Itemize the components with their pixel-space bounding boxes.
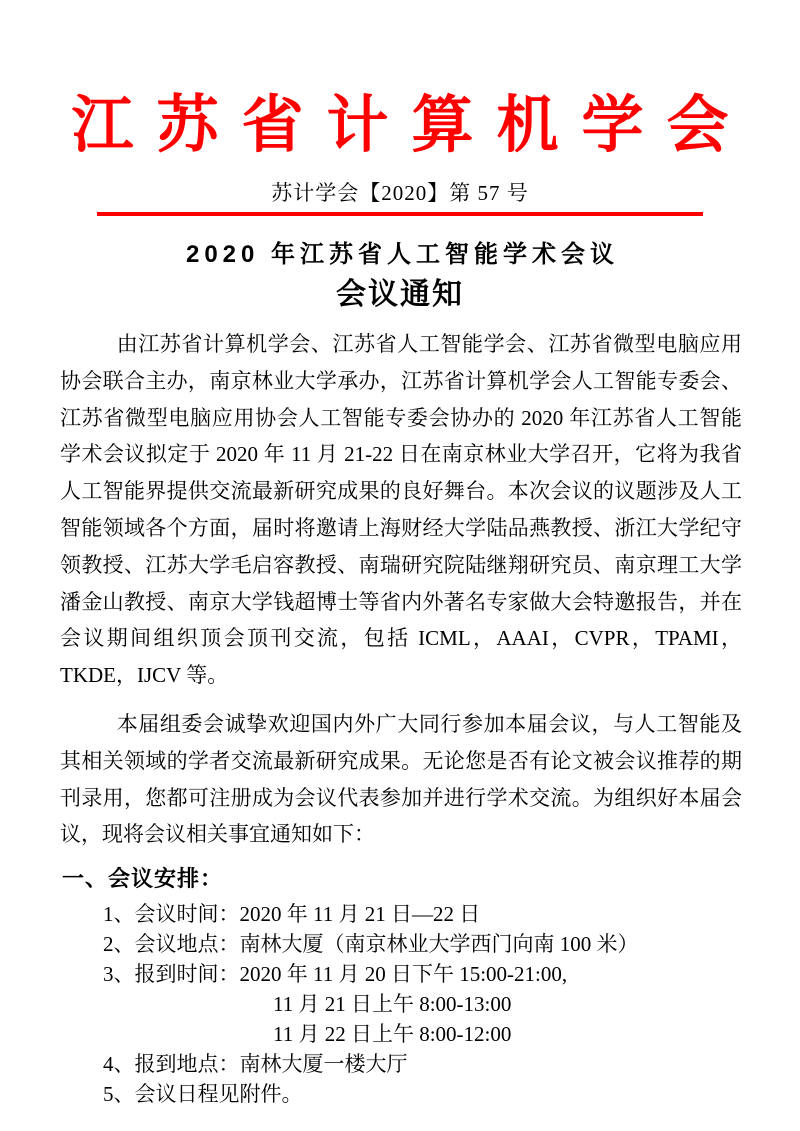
schedule-item-checkin-time-cont-2: 11 月 22 日上午 8:00-12:00	[273, 1022, 512, 1047]
notice-title: 会议通知	[336, 278, 464, 311]
letterhead-org-title: 江苏省计算机学会	[71, 92, 752, 160]
red-divider	[97, 212, 703, 216]
schedule-item-agenda: 5、会议日程见附件。	[103, 1082, 303, 1107]
paragraph-intro: 由江苏省计算机学会、江苏省人工智能学会、江苏省微型电脑应用协会联合主办，南京林业大学承办，江苏省计算机学会人工智能专委会、江苏省微型电脑应用协会人工智能专委会协办的 2020 年江苏省人工智能学术会议拟定于 2020 年 11 月 21-22 日在南京林业大学召开，它将为我省人工智能界提供交流最新研究成果的良好舞台。本次会议的议题涉及人工智能领域各个方面，届时将邀请上海财经大学陆品燕教授、浙江大学纪守领教授、江苏大学毛启容教授、南瑞研究院陆继翔研究员、南京理工大学潘金山教授、南京大学钱超博士等省内外著名专家做大会特邀报告，并在会议期间组织顶会顶刊交流，包括 ICML，AAAI，CVPR，TPAMI，TKDE，IJCV 等。	[60, 332, 742, 688]
schedule-list	[103, 899, 742, 1109]
schedule-item-checkin-time-cont-1: 11 月 21 日上午 8:00-13:00	[273, 992, 512, 1017]
schedule-item-checkin-time: 3、报到时间：2020 年 11 月 20 日下午 15:00-21:00,	[103, 962, 568, 987]
schedule-item-checkin-place: 4、报到地点：南林大厦一楼大厅	[103, 1052, 408, 1077]
document-number: 苏计学会【2020】第 57 号	[271, 181, 529, 205]
body-text-block	[60, 326, 742, 853]
conference-title: 2020 年江苏省人工智能学术会议	[185, 241, 620, 268]
schedule-item-meeting-place: 2、会议地点：南林大厦（南京林业大学西门向南 100 米）	[103, 932, 639, 957]
schedule-item-meeting-time: 1、会议时间：2020 年 11 月 21 日—22 日	[103, 902, 481, 927]
section-heading-arrangements: 一、会议安排：	[62, 866, 224, 892]
paragraph-invitation: 本届组委会诚挚欢迎国内外广大同行参加本届会议，与人工智能及其相关领域的学者交流最新研究成果。无论您是否有论文被会议推荐的期刊录用，您都可注册成为会议代表参加并进行学术交流。为组织好本届会议，现将会议相关事宜通知如下：	[60, 711, 742, 847]
